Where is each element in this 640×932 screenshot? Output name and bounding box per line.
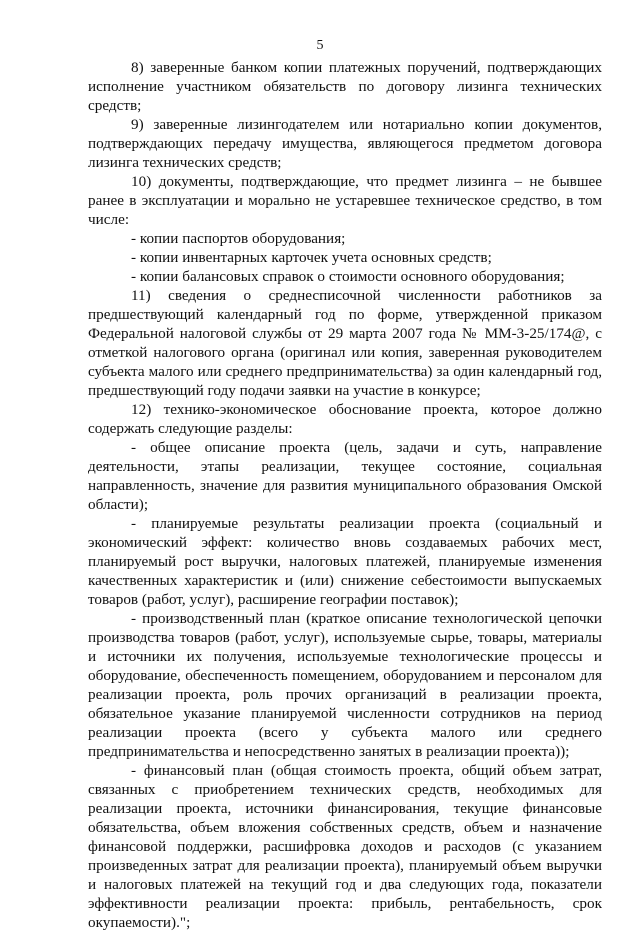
paragraph-item-10: 10) документы, подтверждающие, что предмет лизинга – не бывшее ранее в эксплуатации и морально не устаревшее техническое средство, в том числе: xyxy=(88,173,602,228)
section-general-description: - общее описание проекта (цель, задачи и суть, направление деятельности, этапы реализации, текущее состояние, социальная направленность, значение для развития муниципального образования Омской области); xyxy=(88,439,602,513)
sub-item-equipment-passports: - копии паспортов оборудования; xyxy=(131,230,346,247)
paragraph-item-8: 8) заверенные банком копии платежных поручений, подтверждающих исполнение участником обязательств по договору лизинга технических средств; xyxy=(88,59,602,114)
section-financial-plan: - финансовый план (общая стоимость проекта, общий объем затрат, связанных с приобретением технических средств, необходимых для реализации проекта, источники финансирования, текущие финансовые обязательства, объем вложения собственных средств, объем и назначение финансовой поддержки, расшифровка доходов и расходов (с указанием произведенных затрат для реализации проекта), планируемый объем выручки и налоговых платежей на текущий год и два следующих года, показатели эффективности реализации проекта: прибыль, рентабельность, срок окупаемости)."; xyxy=(88,762,602,931)
sub-item-inventory-cards: - копии инвентарных карточек учета основных средств; xyxy=(131,249,492,266)
section-production-plan: - производственный план (краткое описание технологической цепочки производства товаров (работ, услуг), используемые сырье, товары, материалы и источники их получения, используемые технологические процессы и оборудование, обеспеченность помещением, оборудованием и персоналом для реализации проекта, роль прочих организаций в реализации проекта, обязательное указание планируемой численности сотрудников на период реализации проекта (всего у субъекта малого или среднего предпринимательства и непосредственно занятых в реализации проекта)); xyxy=(88,610,602,760)
section-planned-results: - планируемые результаты реализации проекта (социальный и экономический эффект: количество вновь создаваемых рабочих мест, планируемый рост выручки, налоговых платежей, планируемые изменения качественных характеристик и (или) снижение себестоимости выпускаемых товаров (работ, услуг), расширение географии поставок); xyxy=(88,515,602,608)
page-number: 5 xyxy=(316,38,324,53)
paragraph-item-11: 11) сведения о среднесписочной численности работников за предшествующий календарный год по форме, утвержденной приказом Федеральной налоговой службы от 29 марта 2007 года № ММ-3-25/174@, с отметкой налогового органа (оригинал или копия, заверенная руководителем субъекта малого или среднего предпринимательства) за один календарный год, предшествующий году подачи заявки на участие в конкурсе; xyxy=(88,287,602,399)
sub-item-balance-certificates: - копии балансовых справок о стоимости основного оборудования; xyxy=(131,268,565,285)
paragraph-item-9: 9) заверенные лизингодателем или нотариально копии документов, подтверждающих передачу имущества, являющегося предметом договора лизинга технических средств; xyxy=(88,116,602,171)
document-body xyxy=(88,58,602,932)
paragraph-item-12: 12) технико-экономическое обоснование проекта, которое должно содержать следующие разделы: xyxy=(88,401,602,437)
